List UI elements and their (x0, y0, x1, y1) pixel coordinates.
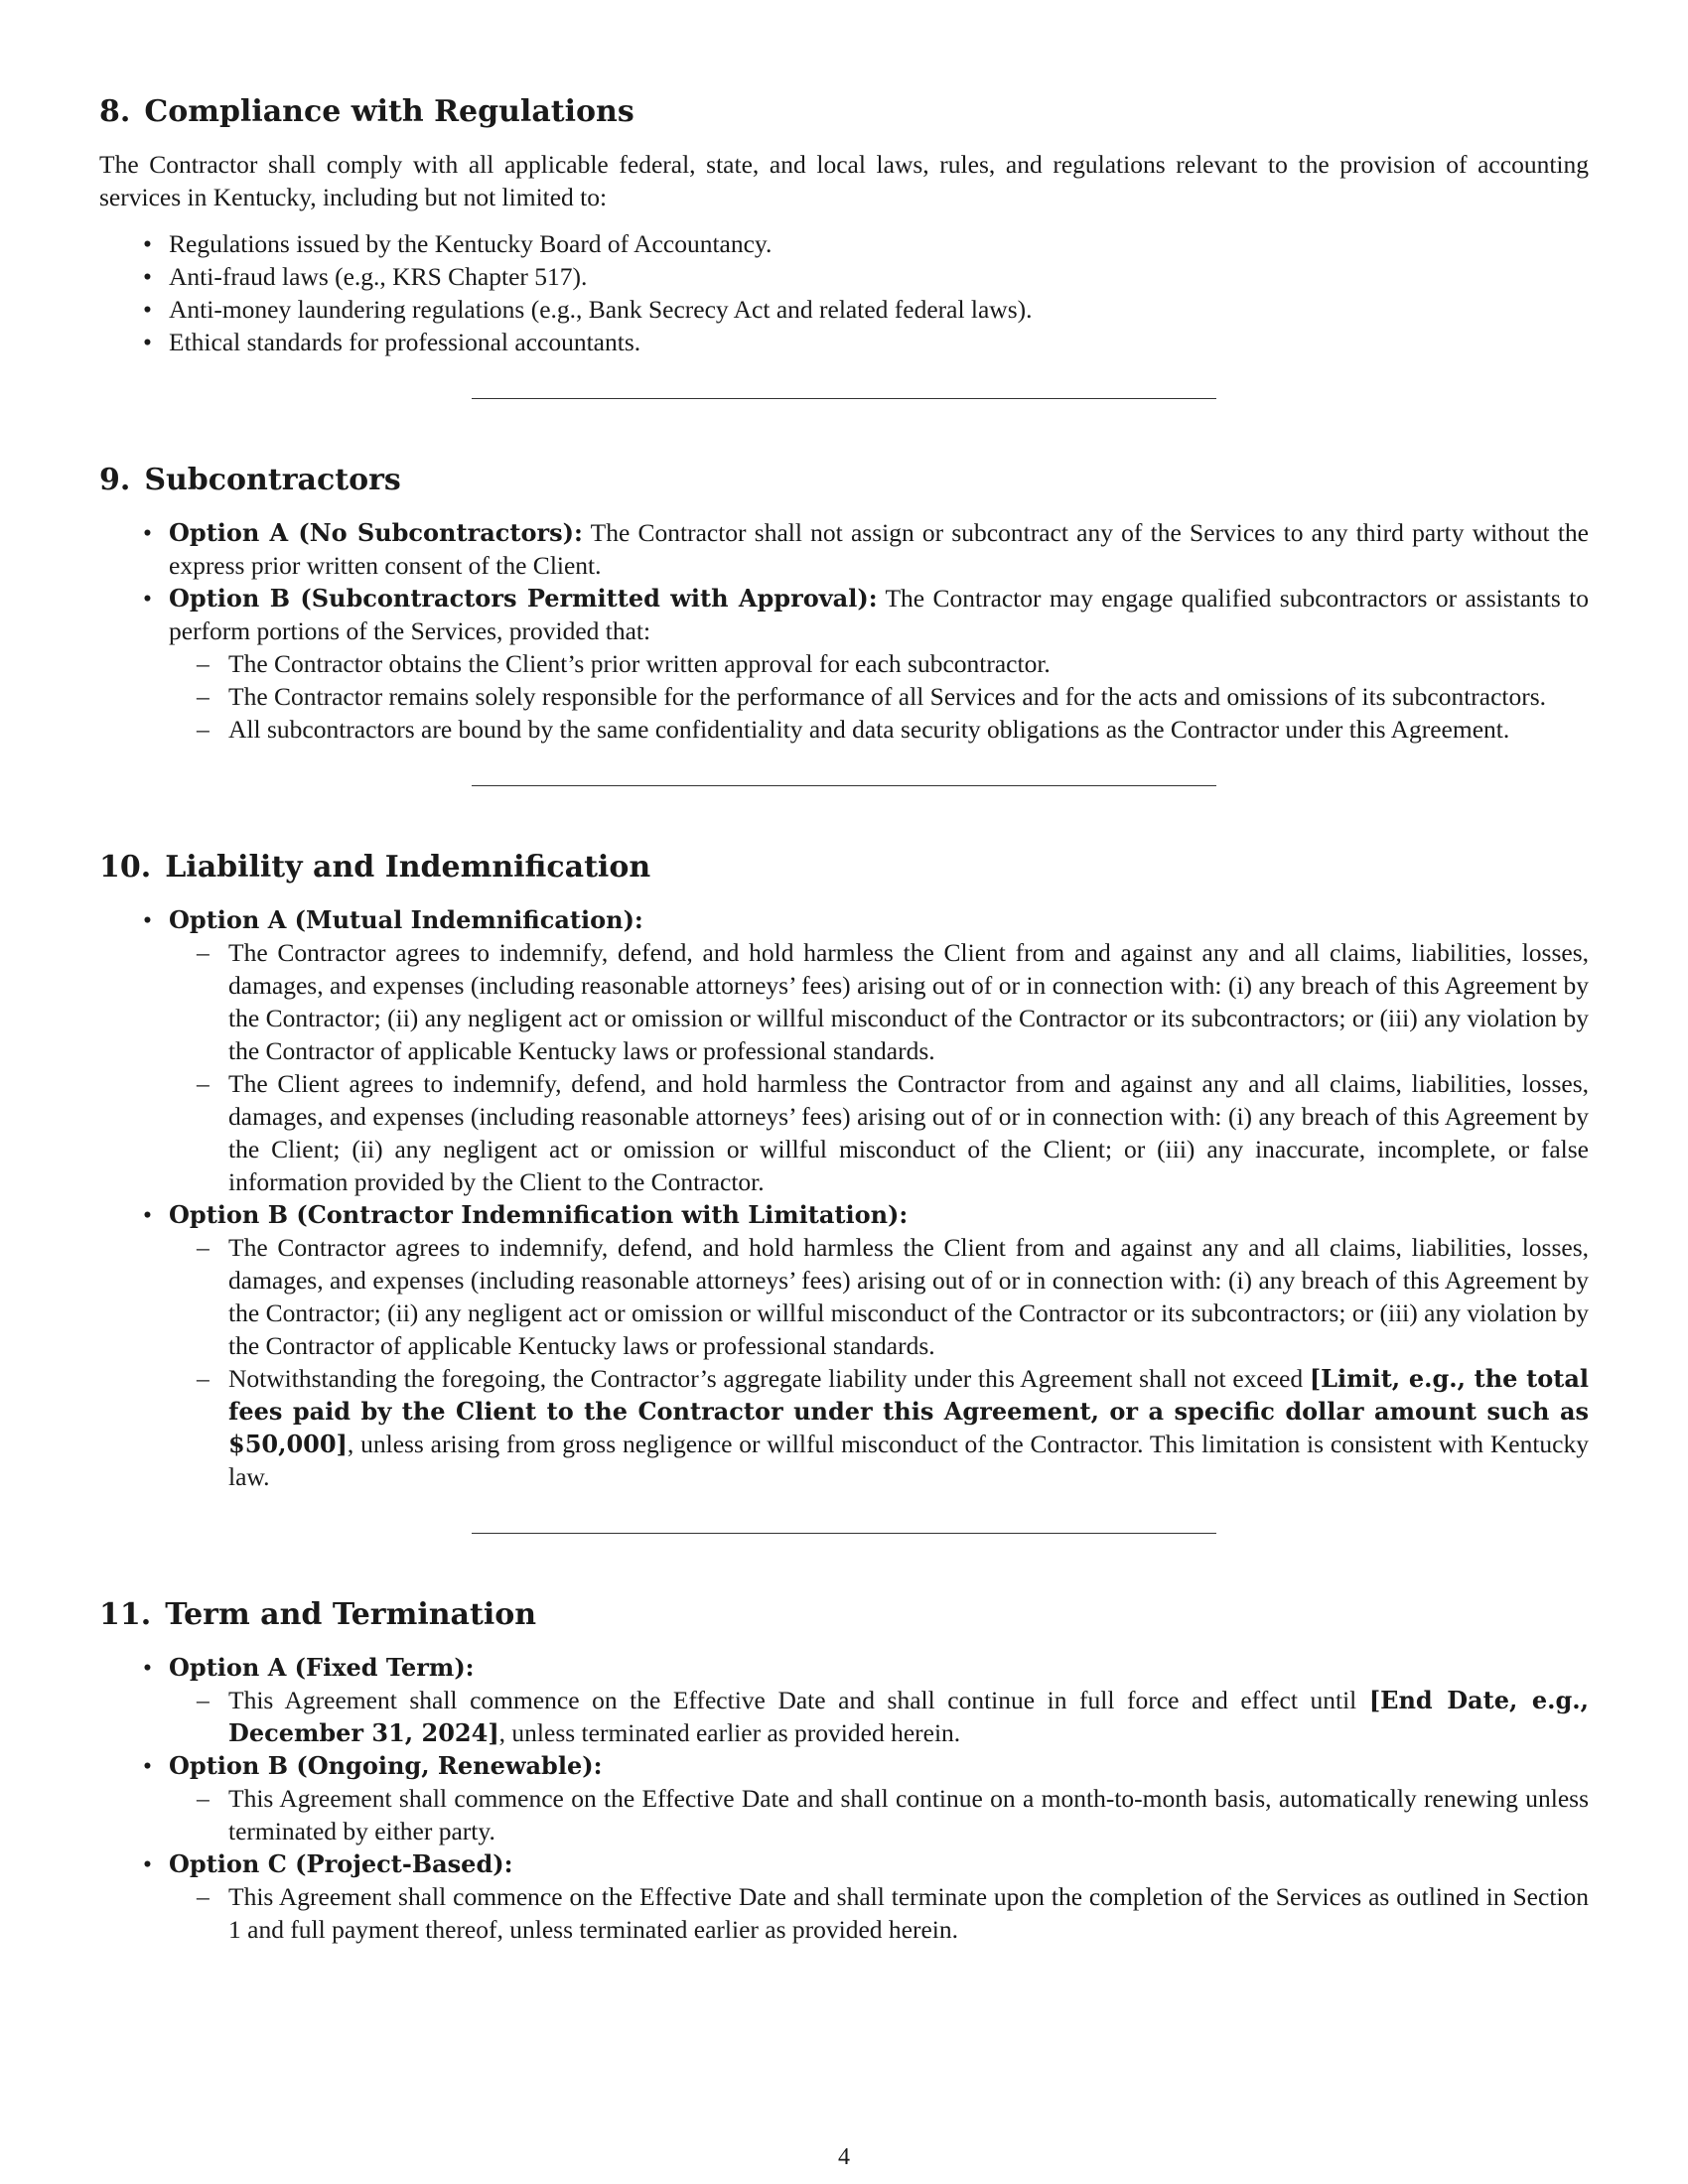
limit-placeholder: [Limit, e.g., the total fees paid by the Client to the Contractor under this Agreement, or a specific dollar amount such as $50,000] (228, 1364, 1589, 1458)
term-options (99, 1651, 1589, 1946)
section-title: Subcontractors (144, 463, 401, 497)
section-11 (99, 1597, 1589, 1946)
section-divider (472, 785, 1216, 786)
sub-item: – The Contractor agrees to indemnify, defend, and hold harmless the Client from and against any and all claims, liabilities, losses, damages, and expenses (including reasonable attorneys’ fees) arising out of or in connection with: (i) any breach of this Agreement by the Contractor; (ii) any negligent act or omission or willful misconduct of the Contractor or its subcontractors; or (iii) any violation by the Contractor of applicable Kentucky laws or professional standards. (228, 1231, 1589, 1362)
section-number: 9. (99, 463, 131, 497)
option-label: Option B (Ongoing, Renewable): (169, 1751, 603, 1780)
sub-item: – The Contractor obtains the Client’s prior written approval for each subcontractor. (228, 647, 1589, 680)
regulations-list (99, 227, 1589, 358)
page-number: 4 (838, 2144, 850, 2170)
sub-item (228, 1362, 1589, 1493)
option-b-conditions (169, 647, 1589, 746)
liability-options (99, 903, 1589, 1493)
list-item: • Anti-money laundering regulations (e.g., Bank Secrecy Act and related federal laws). (169, 293, 1589, 326)
section-11-heading (99, 1597, 1589, 1633)
section-8-intro: The Contractor shall comply with all applicable federal, state, and local laws, rules, and regulations relevant to the provision of accounting services in Kentucky, including but not limited to: (99, 150, 1589, 211)
option-label: Option B (Contractor Indemnification with Limitation): (169, 1200, 909, 1229)
option-label: Option A (No Subcontractors): (169, 518, 583, 547)
subcontractor-options (99, 516, 1589, 746)
section-number: 11. (99, 1597, 152, 1632)
option-b-items (169, 1231, 1589, 1493)
option-c (169, 1847, 1589, 1946)
sub-item: – All subcontractors are bound by the same confidentiality and data security obligations as the Contractor under this Agreement. (228, 713, 1589, 746)
sub-item: – This Agreement shall commence on the Effective Date and shall continue on a month-to-month basis, automatically renewing unless terminated by either party. (228, 1782, 1589, 1847)
document-page (99, 94, 1589, 1946)
section-8 (99, 94, 1589, 358)
list-item: • Anti-fraud laws (e.g., KRS Chapter 517). (169, 260, 1589, 293)
option-b (169, 582, 1589, 746)
option-c-items (169, 1880, 1589, 1946)
list-item: • Regulations issued by the Kentucky Board of Accountancy. (169, 227, 1589, 260)
option-a (169, 516, 1589, 582)
option-b (169, 1749, 1589, 1847)
option-b (169, 1198, 1589, 1493)
section-10-heading (99, 850, 1589, 886)
section-9-heading (99, 463, 1589, 498)
section-divider (472, 1533, 1216, 1534)
option-label: Option A (Fixed Term): (169, 1653, 475, 1682)
text-run: This Agreement shall commence on the Effective Date and shall continue in full force and effect until (228, 1686, 1369, 1714)
option-a (169, 903, 1589, 1198)
section-title: Liability and Indemnification (165, 850, 651, 885)
option-label: Option B (Subcontractors Permitted with Approval): (169, 584, 878, 613)
section-9 (99, 463, 1589, 746)
text-run: , unless arising from gross negligence or willful misconduct of the Contractor. This limitation is consistent with Kentucky law. (228, 1430, 1589, 1491)
section-title: Compliance with Regulations (144, 94, 634, 129)
option-a (169, 1651, 1589, 1749)
option-label: Option A (Mutual Indemnification): (169, 905, 643, 934)
text-run: , unless terminated earlier as provided herein. (498, 1718, 961, 1747)
option-b-items (169, 1782, 1589, 1847)
section-number: 10. (99, 850, 152, 885)
sub-item: – The Contractor agrees to indemnify, defend, and hold harmless the Client from and against any and all claims, liabilities, losses, damages, and expenses (including reasonable attorneys’ fees) arising out of or in connection with: (i) any breach of this Agreement by the Contractor; (ii) any negligent act or omission or willful misconduct of the Contractor or its subcontractors; or (iii) any violation by the Contractor of applicable Kentucky laws or professional standards. (228, 936, 1589, 1067)
sub-item: – The Client agrees to indemnify, defend, and hold harmless the Contractor from and against any and all claims, liabilities, losses, damages, and expenses (including reasonable attorneys’ fees) arising out of or in connection with: (i) any breach of this Agreement by the Client; (ii) any negligent act or omission or willful misconduct of the Client; or (iii) any inaccurate, incomplete, or false information provided by the Client to the Contractor. (228, 1067, 1589, 1198)
end-date-placeholder: [End Date, e.g., December 31, 2024] (228, 1686, 1590, 1747)
sub-item: – This Agreement shall commence on the Effective Date and shall terminate upon the completion of the Services as outlined in Section 1 and full payment thereof, unless terminated earlier as provided herein. (228, 1880, 1589, 1946)
section-title: Term and Termination (165, 1597, 537, 1632)
option-text: The Contractor may engage qualified subcontractors or assistants to perform portions of the Services, provided that: (169, 584, 1590, 645)
sub-item (228, 1684, 1589, 1749)
text-run: Notwithstanding the foregoing, the Contractor’s aggregate liability under this Agreement shall not exceed (228, 1364, 1310, 1393)
list-item: • Ethical standards for professional accountants. (169, 326, 1589, 358)
option-a-items (169, 936, 1589, 1198)
sub-item: – The Contractor remains solely responsible for the performance of all Services and for the acts and omissions of its subcontractors. (228, 680, 1589, 713)
section-divider (472, 398, 1216, 399)
option-text: The Contractor shall not assign or subcontract any of the Services to any third party without the express prior written consent of the Client. (169, 518, 1590, 580)
option-a-items (169, 1684, 1589, 1749)
section-number: 8. (99, 94, 131, 129)
option-label: Option C (Project-Based): (169, 1849, 513, 1878)
section-10 (99, 850, 1589, 1493)
section-8-heading (99, 94, 1589, 130)
